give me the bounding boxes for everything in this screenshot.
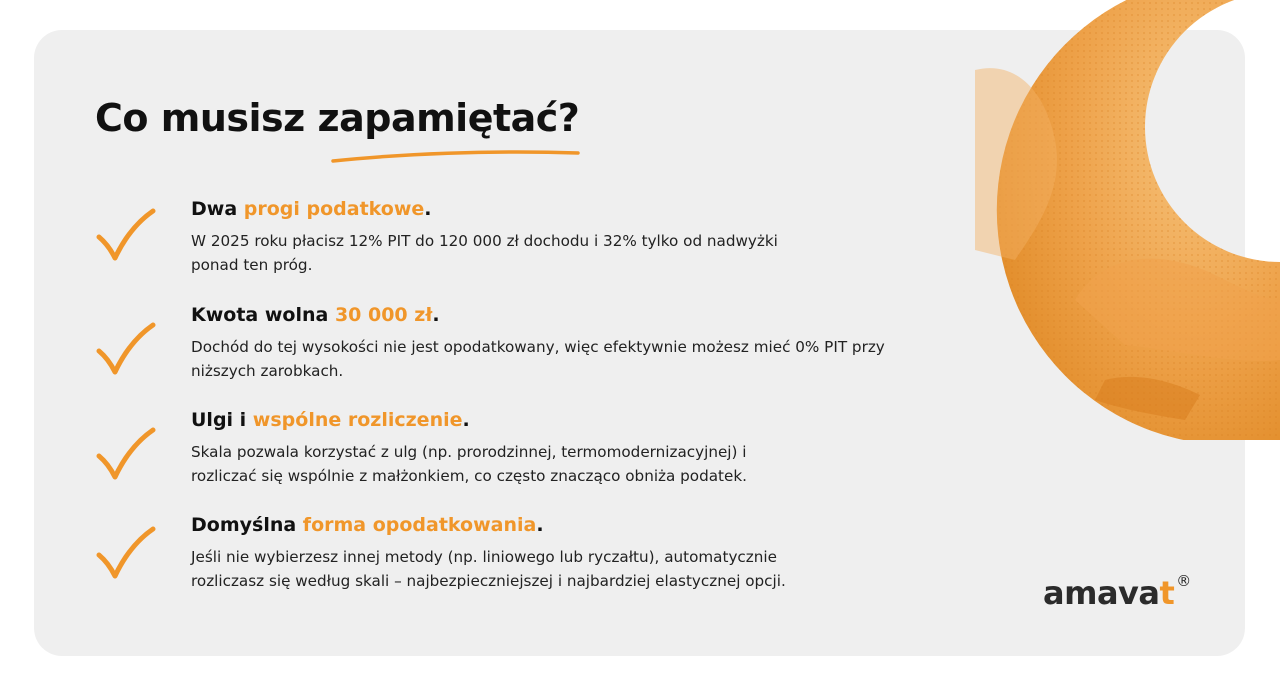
amavat-logo: amavat ® — [1043, 572, 1191, 612]
item-heading: Kwota wolna 30 000 zł. — [191, 304, 440, 326]
title-underline — [330, 146, 582, 166]
page-title: Co musisz zapamiętać? — [95, 96, 580, 140]
item-description: W 2025 roku płacisz 12% PIT do 120 000 zł dochodu i 32% tylko od nadwyżki ponad ten próg. — [191, 232, 778, 274]
decorative-photo-ring — [955, 0, 1280, 440]
heading-highlight: forma opodatkowania — [302, 514, 537, 536]
item-heading: Domyślna forma opodatkowania. — [191, 514, 544, 536]
registered-mark: ® — [1176, 572, 1191, 591]
checkmark-icon — [94, 204, 156, 264]
checkmark-icon — [94, 522, 156, 582]
checkmark-icon — [94, 318, 156, 378]
heading-highlight: 30 000 zł — [334, 304, 433, 326]
heading-highlight: progi podatkowe — [243, 198, 425, 220]
item-description: Skala pozwala korzystać z ulg (np. prorodzinnej, termomodernizacyjnej) i rozliczać się wspólnie z małżonkiem, co często znacząco obniża podatek. — [191, 443, 747, 485]
item-heading: Dwa progi podatkowe. — [191, 198, 432, 220]
checkmark-icon — [94, 423, 156, 483]
item-description: Dochód do tej wysokości nie jest opodatkowany, więc efektywnie możesz mieć 0% PIT przy niższych zarobkach. — [191, 338, 885, 380]
item-heading: Ulgi i wspólne rozliczenie. — [191, 409, 470, 431]
heading-highlight: wspólne rozliczenie — [252, 409, 463, 431]
item-description: Jeśli nie wybierzesz innej metody (np. liniowego lub ryczałtu), automatycznie rozliczasz się według skali – najbezpieczniejszej i najbardziej elastycznej opcji. — [191, 548, 786, 590]
